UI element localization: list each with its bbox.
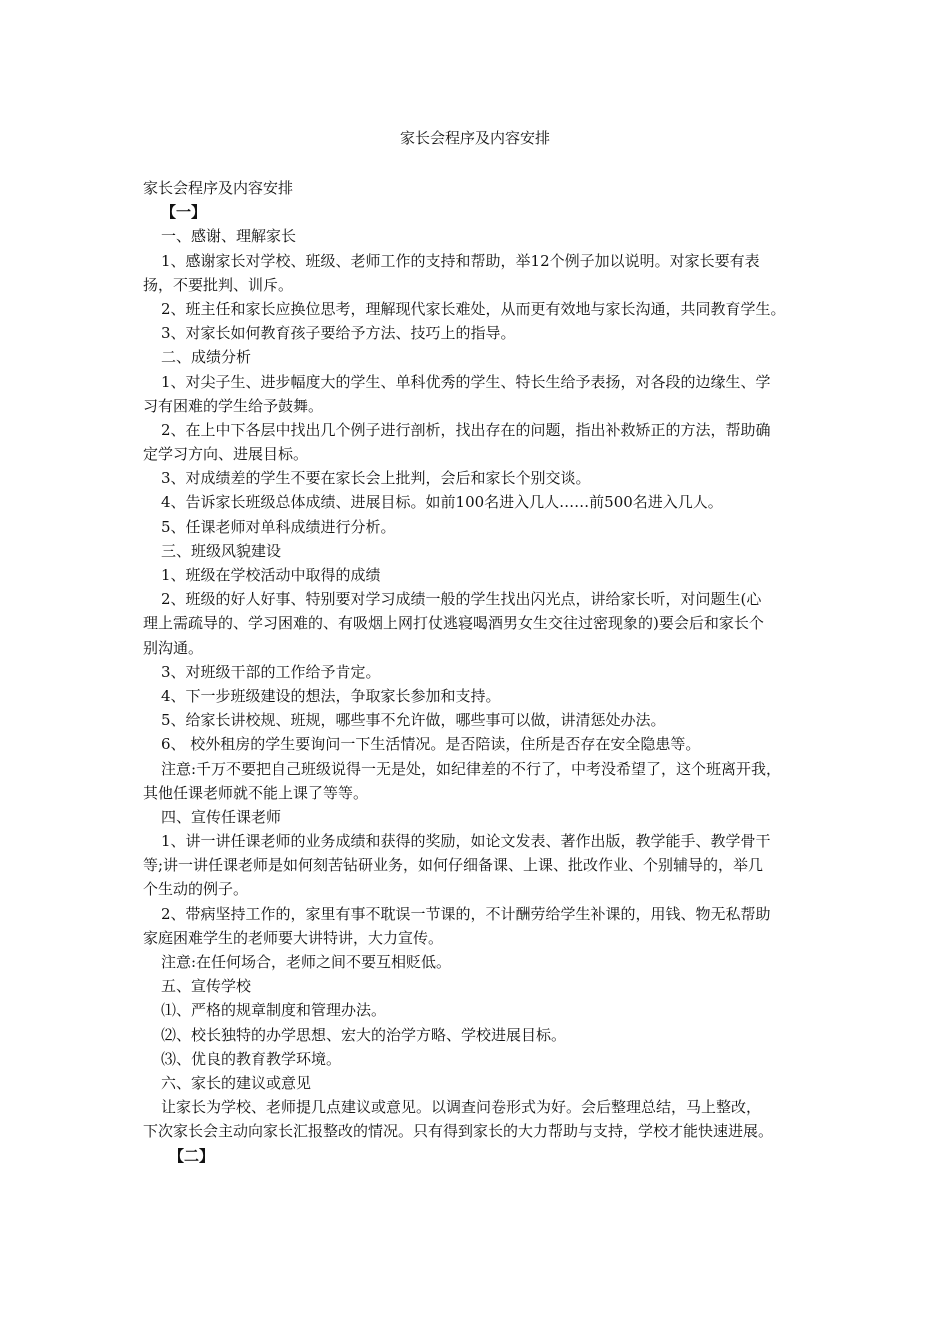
text-line: 理上需疏导的、学习困难的、有吸烟上网打仗逃寝喝酒男女生交往过密现象的)要会后和家长个 <box>143 614 764 633</box>
text-line: 2、班级的好人好事、特别要对学习成绩一般的学生找出闪光点，讲给家长听，对问题生(心 <box>161 590 762 609</box>
text-line: 五、宣传学校 <box>161 977 252 996</box>
text-line: 4、下一步班级建设的想法，争取家长参加和支持。 <box>161 686 501 705</box>
text-line: 【一】 <box>161 203 207 222</box>
text-line: 别沟通。 <box>143 638 204 657</box>
text-line: 三、班级风貌建设 <box>161 541 282 560</box>
text-line: 家庭困难学生的老师要大讲特讲，大力宣传。 <box>143 928 444 947</box>
text-line: 个生动的例子。 <box>143 880 249 899</box>
text-line: 注意:在任何场合，老师之间不要互相贬低。 <box>161 953 452 971</box>
text-line: 2、在上中下各层中找出几个例子进行剖析，找出存在的问题，指出补救矫正的方法，帮助确 <box>161 420 771 439</box>
text-line: 1、班级在学校活动中取得的成绩 <box>161 566 381 584</box>
text-line: 等;讲一讲任课老师是如何刻苦钻研业务，如何仔细备课、上课、批改作业、个别辅导的，举几 <box>143 856 764 875</box>
text-line: 1、感谢家长对学校、班级、老师工作的支持和帮助，举12个例子加以说明。对家长要有表 <box>161 251 760 270</box>
text-line: 定学习方向、进展目标。 <box>143 445 309 464</box>
text-line: 5、任课老师对单科成绩进行分析。 <box>161 517 396 536</box>
text-line: 下次家长会主动向家长汇报整改的情况。只有得到家长的大力帮助与支持，学校才能快速进展。 <box>143 1122 774 1141</box>
text-line: 扬，不要批判、训斥。 <box>143 275 294 294</box>
text-line: 3、对成绩差的学生不要在家长会上批判，会后和家长个别交谈。 <box>161 469 591 488</box>
text-line: 3、对家长如何教育孩子要给予方法、技巧上的指导。 <box>161 324 516 343</box>
text-line: ⑵、校长独特的办学思想、宏大的治学方略、学校进展目标。 <box>161 1025 567 1044</box>
text-line: 6、 校外租房的学生要询问一下生活情况。是否陪读，住所是否存在安全隐患等。 <box>161 735 701 754</box>
text-line: 1、对尖子生、进步幅度大的学生、单科优秀的学生、特长生给予表扬，对各段的边缘生、学 <box>161 372 771 391</box>
text-line: 2、班主任和家长应换位思考，理解现代家长难处，从而更有效地与家长沟通，共同教育学生。 <box>161 299 786 318</box>
text-line: 3、对班级干部的工作给予肯定。 <box>161 662 381 681</box>
text-line: 1、讲一讲任课老师的业务成绩和获得的奖励，如论文发表、著作出版，教学能手、教学骨干 <box>161 832 771 851</box>
text-line: 4、告诉家长班级总体成绩、进展目标。如前100名进入几人……前500名进入几人。 <box>161 493 723 512</box>
text-line: 2、带病坚持工作的，家里有事不耽误一节课的，不计酬劳给学生补课的，用钱、物无私帮助 <box>161 904 771 923</box>
text-line: 家长会程序及内容安排 <box>143 179 294 197</box>
text-line: 5、给家长讲校规、班规，哪些事不允许做，哪些事可以做，讲清惩处办法。 <box>161 711 666 730</box>
text-line: 六、家长的建议或意见 <box>161 1073 312 1092</box>
text-line: 四、宣传任课老师 <box>161 807 282 826</box>
text-line: 其他任课老师就不能上课了等等。 <box>143 783 369 802</box>
text-line: 【二】 <box>169 1146 215 1165</box>
text-line: ⑶、优良的教育教学环境。 <box>161 1049 342 1068</box>
document-body <box>143 176 823 1168</box>
document-title: 家长会程序及内容安排 <box>399 129 550 147</box>
text-line: 二、成绩分析 <box>161 348 252 367</box>
text-line: 注意:千万不要把自己班级说得一无是处，如纪律差的不行了，中考没希望了，这个班离开我， <box>161 759 782 778</box>
text-line: ⑴、严格的规章制度和管理办法。 <box>161 1001 387 1020</box>
text-line: 一、感谢、理解家长 <box>161 227 297 246</box>
text-line: 让家长为学校、老师提几点建议或意见。以调查问卷形式为好。会后整理总结，马上整改， <box>161 1098 762 1117</box>
text-line: 习有困难的学生给予鼓舞。 <box>143 396 324 415</box>
